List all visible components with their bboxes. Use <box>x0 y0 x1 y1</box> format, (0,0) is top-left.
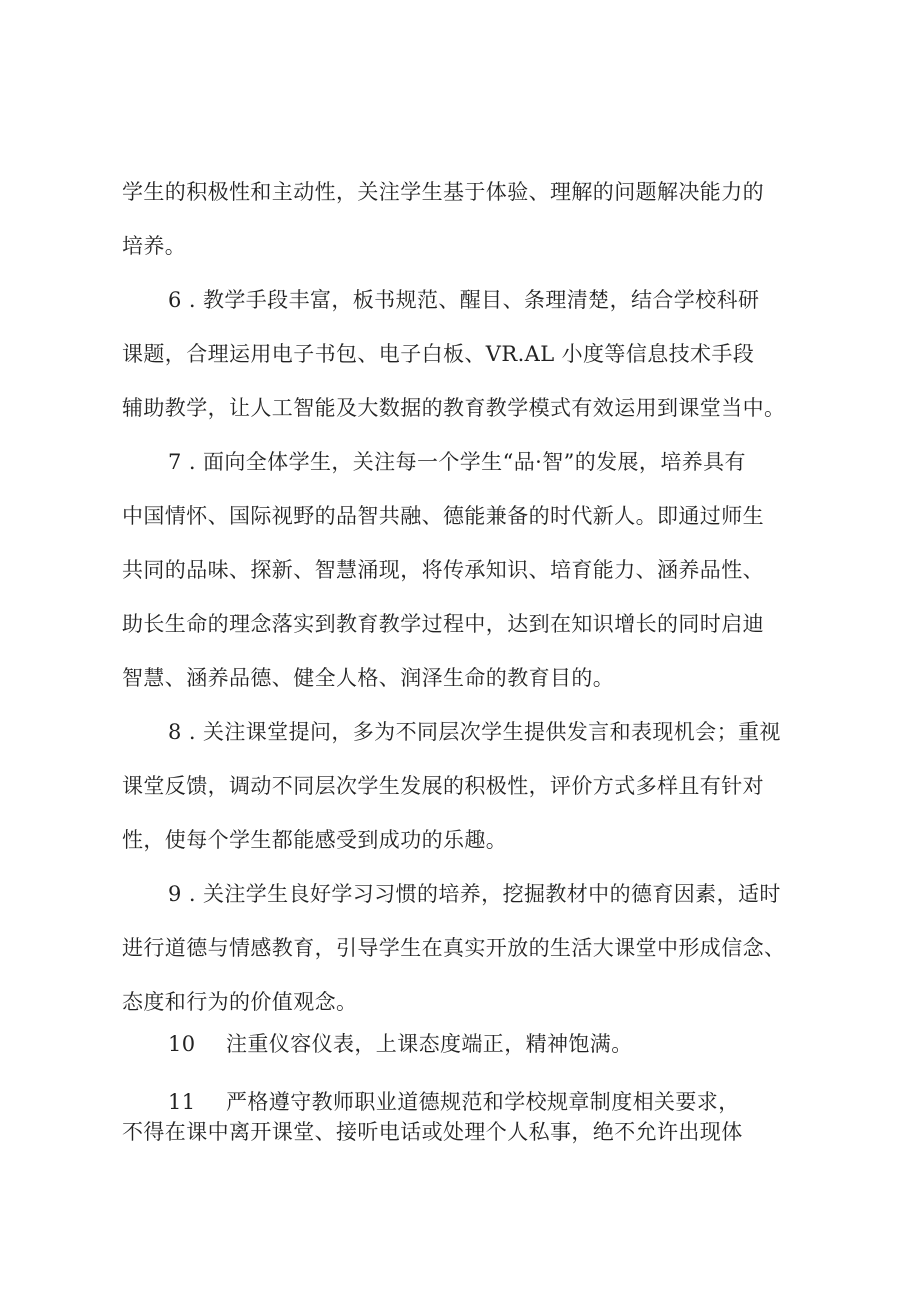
item-7-line: 7 . 面向全体学生，关注每一个学生“品·智”的发展，培养具有 <box>168 450 746 474</box>
paragraph-line: 学生的积极性和主动性，关注学生基于体验、理解的问题解决能力的 <box>122 180 764 204</box>
paragraph-line: 共同的品味、探新、智慧涌现，将传承知识、培育能力、涵养品性、 <box>122 558 764 582</box>
paragraph-line: 进行道德与情感教育，引导学生在真实开放的生活大课堂中形成信念、 <box>122 936 786 960</box>
paragraph-line: 不得在课中离开课堂、接听电话或处理个人私事，绝不允许出现体 <box>122 1120 743 1144</box>
item-text: 注重仪容仪表，上课态度端正，精神饱满。 <box>226 1032 633 1056</box>
paragraph-line: 智慧、涵养品德、健全人格、润泽生命的教育目的。 <box>122 666 615 690</box>
item-8-line: 8 . 关注课堂提问，多为不同层次学生提供发言和表现机会；重视 <box>168 720 781 744</box>
paragraph-line: 辅助教学，让人工智能及大数据的教育教学模式有效运用到课堂当中。 <box>122 396 786 420</box>
item-10-line <box>168 1030 633 1058</box>
item-text: 严格遵守教师职业道德规范和学校规章制度相关要求， <box>226 1090 740 1114</box>
paragraph-line: 课题，合理运用电子书包、电子白板、VR.AL 小度等信息技术手段 <box>122 342 755 366</box>
paragraph-line: 助长生命的理念落实到教育教学过程中，达到在知识增长的同时启迪 <box>122 612 764 636</box>
paragraph-line: 培养。 <box>122 234 187 258</box>
item-number: 10 <box>168 1032 196 1056</box>
paragraph-line: 课堂反馈，调动不同层次学生发展的积极性，评价方式多样且有针对 <box>122 774 764 798</box>
item-11-line <box>168 1088 740 1116</box>
paragraph-line: 性，使每个学生都能感受到成功的乐趣。 <box>122 828 508 852</box>
item-number: 11 <box>168 1090 196 1114</box>
item-9-line: 9 . 关注学生良好学习习惯的培养，挖掘教材中的德育因素，适时 <box>168 882 781 906</box>
paragraph-line: 中国情怀、国际视野的品智共融、德能兼备的时代新人。即通过师生 <box>122 504 764 528</box>
item-6-line: 6 . 教学手段丰富，板书规范、醒目、条理清楚，结合学校科研 <box>168 288 760 312</box>
paragraph-line: 态度和行为的价值观念。 <box>122 990 358 1014</box>
